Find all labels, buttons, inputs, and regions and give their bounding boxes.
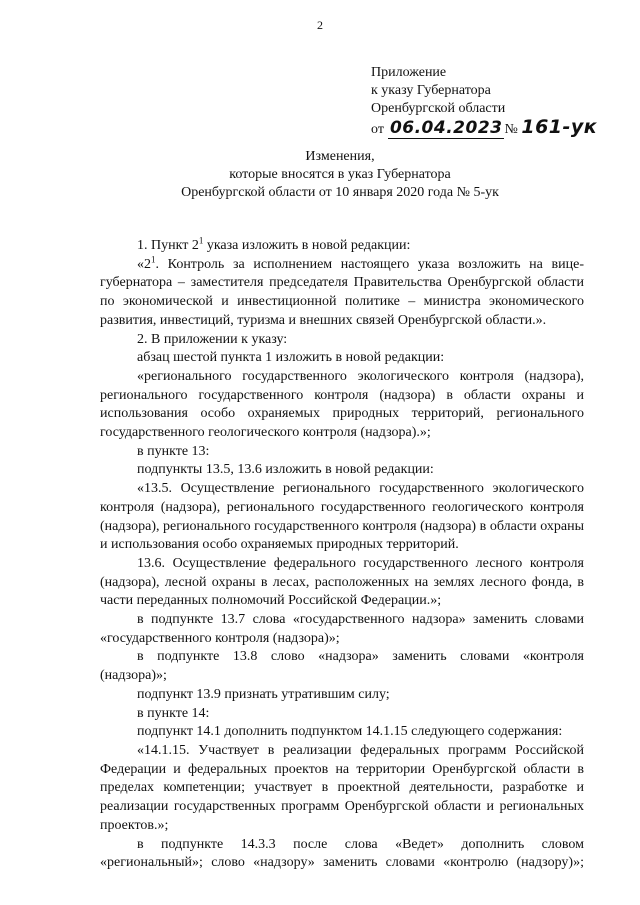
paragraph-13: в пункте 14:: [137, 705, 210, 721]
title-line-2: которые вносятся в указ Губернатора: [229, 167, 451, 182]
appendix-line-2: к указу Губернатора: [371, 83, 491, 98]
paragraph-3: 2. В приложении к указу:: [137, 331, 288, 347]
title-line-1: Изменения,: [305, 149, 375, 164]
appendix-line-1: Приложение: [371, 65, 447, 80]
document-body: [100, 237, 584, 873]
document-title: [0, 148, 640, 202]
number-prefix: №: [504, 122, 518, 137]
paragraph-15: «14.1.15. Участвует в реализации федеральных программ Российской Федерации и федеральных проектов на территории Оренбургской области в пределах компетенции; участвует в проектной деятельности, разработке и реализации государственных программ Оренбургской области и региональных проектов.»;: [100, 742, 584, 833]
paragraph-6: в пункте 13:: [137, 443, 210, 459]
paragraph-11: в подпункте 13.8 слово «надзора» заменить словами «контроля (надзора)»;: [100, 649, 584, 684]
paragraph-12: подпункт 13.9 признать утратившим силу;: [137, 686, 390, 702]
appendix-header: [371, 64, 597, 139]
paragraph-8: «13.5. Осуществление регионального государственного экологического контроля (надзора), регионального государственного геологического контроля (надзора), регионального государственного контроля (надзора) в области охраны и использования особо охраняемых природных территорий.: [100, 481, 584, 553]
page-number: 2: [317, 18, 323, 32]
appendix-date-line: [371, 118, 597, 139]
handwritten-date: 06.04.2023: [389, 118, 503, 138]
paragraph-14: подпункт 14.1 дополнить подпунктом 14.1.15 следующего содержания:: [137, 724, 563, 740]
paragraph-4: абзац шестой пункта 1 изложить в новой редакции:: [137, 350, 445, 366]
paragraph-2: «$2^1$. Контроль за исполнением настоящего указа возложить на вице-губернатора – заместителя председателя Правительства Оренбургской области по экономической и инвестиционной политике – министра экономического развития, инвестиций, туризма и внешних связей Оренбургской области.».: [100, 254, 584, 328]
paragraph-7: подпункты 13.5, 13.6 изложить в новой редакции:: [137, 462, 434, 478]
paragraph-5: «регионального государственного экологического контроля (надзора), регионального государственного контроля (надзора) в области охраны и использования особо охраняемых природных территорий, регионального государственного геологического контроля (надзора).»;: [100, 368, 584, 441]
paragraph-1: 1. Пункт $2^1$ указа изложить в новой редакции:: [137, 235, 411, 253]
date-prefix: от: [371, 122, 384, 137]
handwritten-number: 161-ук: [521, 116, 598, 138]
paragraph-9: 13.6. Осуществление федерального государственного лесного контроля (надзора), лесной охраны в лесах, расположенных на землях лесного фонда, в части переданных полномочий Российской Федерации.»;: [100, 555, 584, 609]
title-line-3: Оренбургской области от 10 января 2020 года № 5-ук: [181, 185, 499, 200]
paragraph-10: в подпункте 13.7 слова «государственного надзора» заменить словами «государственного контроля (надзора)»;: [100, 612, 584, 646]
paragraph-16: в подпункте 14.3.3 после слова «Ведет» дополнить словом «региональный»; слово «надзору» заменить словами «контролю (надзору)»;: [100, 836, 584, 871]
appendix-line-3: Оренбургской области: [371, 101, 506, 116]
